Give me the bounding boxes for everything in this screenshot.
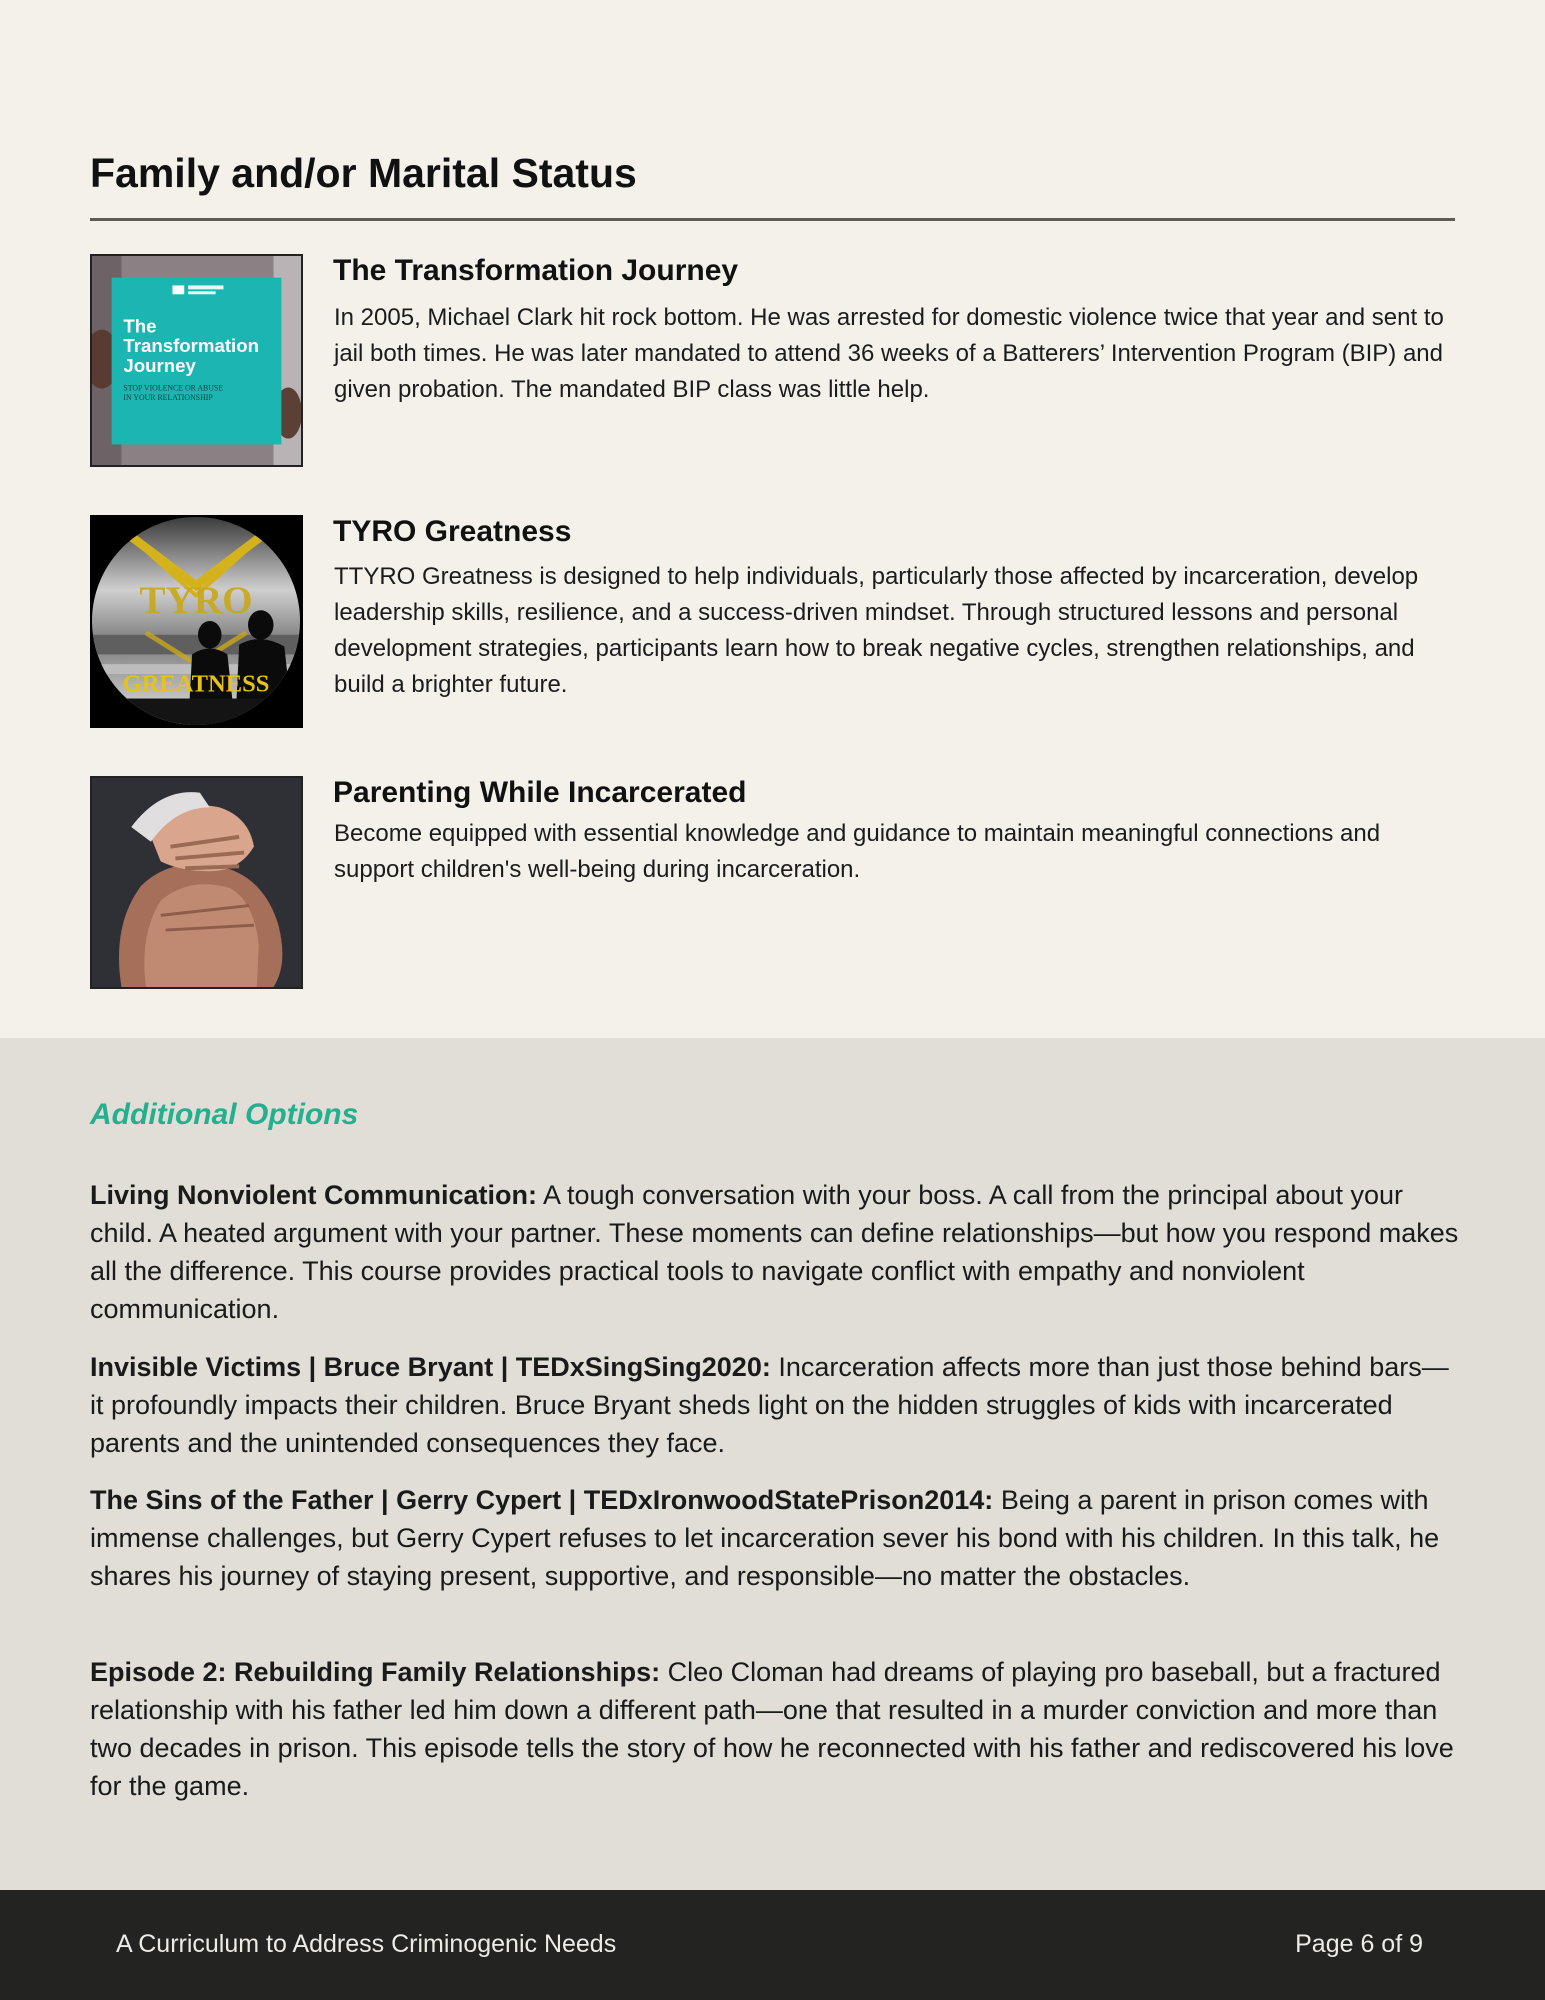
tyro-logo-text: TYRO <box>139 579 253 623</box>
parenting-thumbnail[interactable] <box>90 776 303 989</box>
program-title: The Transformation Journey <box>333 254 739 287</box>
page-title: Family and/or Marital Status <box>90 150 637 196</box>
tyro-greatness-logo-image <box>92 517 301 726</box>
tyro-greatness-thumbnail[interactable] <box>90 515 303 728</box>
option-item <box>90 1481 1460 1595</box>
option-text: A tough conversation with your boss. A call from the principal about your child. A heated argument with your partner. These moments can define relationships—but how you respond makes all the difference. This course provides practical tools to navigate conflict with empathy and nonviolent communication. <box>90 1180 1459 1324</box>
option-item <box>90 1176 1460 1328</box>
program-description: TTYRO Greatness is designed to help individuals, particularly those affected by incarceration, develop leadership skills, resilience, and a success-driven mindset. Through structured lessons and personal development strategies, participants learn how to break negative cycles, strengthen relationships, and build a brighter future. <box>334 563 1419 698</box>
transformation-journey-thumbnail[interactable] <box>90 254 303 467</box>
page-number: Page 6 of 9 <box>1295 1930 1423 1958</box>
program-description: In 2005, Michael Clark hit rock bottom. He was arrested for domestic violence twice that year and sent to jail both times. He was later mandated to attend 36 weeks of a Batterers’ Intervention Program (BIP) and given probation. The mandated BIP class was little help. <box>334 304 1444 403</box>
cover-subtitle-line1: STOP VIOLENCE OR ABUSE <box>123 383 224 393</box>
page-footer <box>0 1890 1545 2000</box>
option-text: Incarceration affects more than just those behind bars—it profoundly impacts their children. Bruce Bryant sheds light on the hidden struggles of kids with incarcerated parents and the unintended consequences they face. <box>90 1352 1449 1458</box>
cover-title-line3: Journey <box>123 354 196 376</box>
cover-subtitle-line2: IN YOUR RELATIONSHIP <box>123 393 213 403</box>
program-title: Parenting While Incarcerated <box>333 776 747 809</box>
option-title[interactable]: Invisible Victims | Bruce Bryant | TEDxSingSing2020: <box>90 1352 771 1382</box>
additional-options-heading: Additional Options <box>90 1098 359 1131</box>
option-title[interactable]: Living Nonviolent Communication: <box>90 1180 537 1210</box>
option-text: Being a parent in prison comes with immense challenges, but Gerry Cypert refuses to let incarceration sever his bond with his children. In this talk, he shares his journey of staying present, supportive, and responsible—no matter the obstacles. <box>90 1485 1440 1591</box>
footer-document-title: A Curriculum to Address Criminogenic Needs <box>116 1930 617 1958</box>
option-title[interactable]: Episode 2: Rebuilding Family Relationships: <box>90 1657 661 1687</box>
option-text: Cleo Cloman had dreams of playing pro baseball, but a fractured relationship with his father led him down a different path—one that resulted in a murder conviction and more than two decades in prison. This episode tells the story of how he reconnected with his father and rediscovered his love for the game. <box>90 1657 1454 1801</box>
greatness-logo-text: GREATNESS <box>122 670 270 698</box>
program-title: TYRO Greatness <box>333 515 572 548</box>
program-description: Become equipped with essential knowledge and guidance to maintain meaningful connections and support children's well-being during incarceration. <box>334 820 1381 883</box>
option-title[interactable]: The Sins of the Father | Gerry Cypert | TEDxIronwoodStatePrison2014: <box>90 1485 994 1515</box>
additional-options-section <box>0 1038 1545 1890</box>
title-divider <box>90 218 1455 221</box>
cover-title-line2: Transformation <box>123 335 259 357</box>
option-item <box>90 1348 1460 1462</box>
option-item <box>90 1653 1460 1805</box>
stacked-hands-image <box>92 778 301 987</box>
transformation-journey-cover-image <box>92 256 301 465</box>
cover-title-line1: The <box>123 315 157 337</box>
